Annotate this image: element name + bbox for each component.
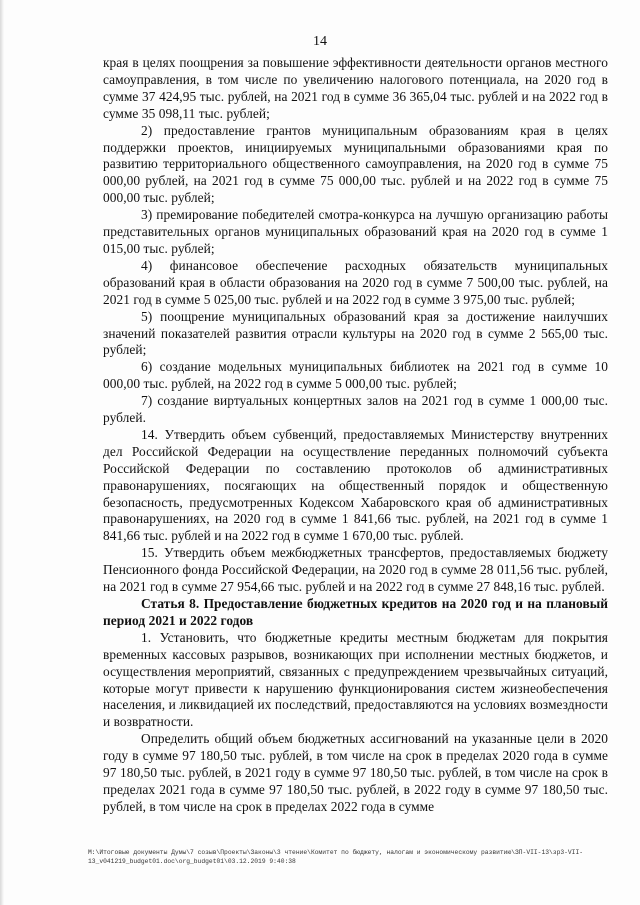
article-heading: Статья 8. Предоставление бюджетных кредитов на 2020 год и на плановый период 2021 и 2022 годов (103, 596, 608, 628)
paragraph-item-4: 4) финансовое обеспечение расходных обязательств муниципальных образований края в области образования на 2020 год в сумме 7 500,00 тыс. рублей, на 2021 год в сумме 5 025,00 тыс. рублей и на 2022 год в сумме 3 975,00 тыс. рублей; (103, 257, 608, 307)
paragraph-item-3: 3) премирование победителей смотра-конкурса на лучшую организацию работы представительных органов муниципальных образований края на 2020 год в сумме 1 015,00 тыс. рублей; (103, 207, 608, 256)
paragraph-clause-15: 15. Утвердить объем межбюджетных трансфертов, предоставляемых бюджету Пенсионного фонда Российской Федерации, на 2020 год в сумме 28 011,56 тыс. рублей, на 2021 год в сумме 27 954,66 тыс. рублей и на 2022 год в сумме 27 848,16 тыс. рублей. (103, 545, 608, 595)
paragraph-item-7: 7) создание виртуальных концертных залов на 2021 год в сумме 1 000,00 тыс. рублей. (103, 393, 608, 426)
paragraph-item-5: 5) поощрение муниципальных образований края за достижение наилучших значений показателей развития отрасли культуры на 2020 год в сумме 2 565,00 тыс. рублей; (103, 308, 608, 358)
paragraph-item-6: 6) создание модельных муниципальных библиотек на 2021 год в сумме 10 000,00 тыс. рублей, на 2022 год в сумме 5 000,00 тыс. рублей; (103, 359, 608, 392)
article-paragraph-1: 1. Установить, что бюджетные кредиты местным бюджетам для покрытия временных кассовых разрывов, возникающих при исполнении местных бюджетов, и осуществления мероприятий, связанных с предупреждением чрезвычайных ситуаций, которые могут привести к нарушению функционирования систем жизнеобеспечения населения, и ликвидацией их последствий, предоставляются на условиях возмездности и возвратности. (103, 629, 608, 730)
page-number: 14 (313, 34, 327, 49)
document-body (103, 55, 608, 816)
file-path-footer: M:\Итоговые документы Думы\7 созыв\Проекты\Законы\3 чтение\Комитет по бюджету, налогам и экономическому развитию\ЗП-VII-13\зр3-VII-13_v041219_budget01.doc\org_budget01\03.12.2019 9:40:38 (88, 849, 584, 865)
paragraph-continuation: края в целях поощрения за повышение эффективности деятельности органов местного самоуправления, в том числе по увеличению налогового потенциала, на 2020 год в сумме 37 424,95 тыс. рублей, на 2021 год в сумме 36 365,04 тыс. рублей и на 2022 год в сумме 35 098,11 тыс. рублей; (103, 55, 608, 121)
scan-edge (0, 0, 4, 905)
paragraph-item-2: 2) предоставление грантов муниципальным образованиям края в целях поддержки проектов, инициируемых муниципальными образованиями края по развитию территориального общественного самоуправления, на 2020 год в сумме 75 000,00 рублей, на 2021 год в сумме 75 000,00 тыс. рублей и на 2022 год в сумме 75 000,00 тыс. рублей; (103, 122, 608, 206)
article-paragraph-2: Определить общий объем бюджетных ассигнований на указанные цели в 2020 году в сумме 97 180,50 тыс. рублей, в том числе на срок в пределах 2020 года в сумме 97 180,50 тыс. рублей, в 2021 году в сумме 97 180,50 тыс. рублей, в том числе на срок в пределах 2021 года в сумме 97 180,50 тыс. рублей, в 2022 году в сумме 97 180,50 тыс. рублей, в том числе на срок в пределах 2022 года в сумме (103, 731, 608, 814)
paragraph-clause-14: 14. Утвердить объем субвенций, предоставляемых Министерству внутренних дел Российской Федерации на осуществление переданных полномочий субъекта Российской Федерации по составлению протоколов об административных правонарушениях, посягающих на общественный порядок и общественную безопасность, предусмотренных Кодексом Хабаровского края об административных правонарушениях, на 2020 год в сумме 1 841,66 тыс. рублей, на 2021 год в сумме 1 841,66 тыс. рублей и на 2022 год в сумме 1 670,00 тыс. рублей. (103, 426, 608, 544)
